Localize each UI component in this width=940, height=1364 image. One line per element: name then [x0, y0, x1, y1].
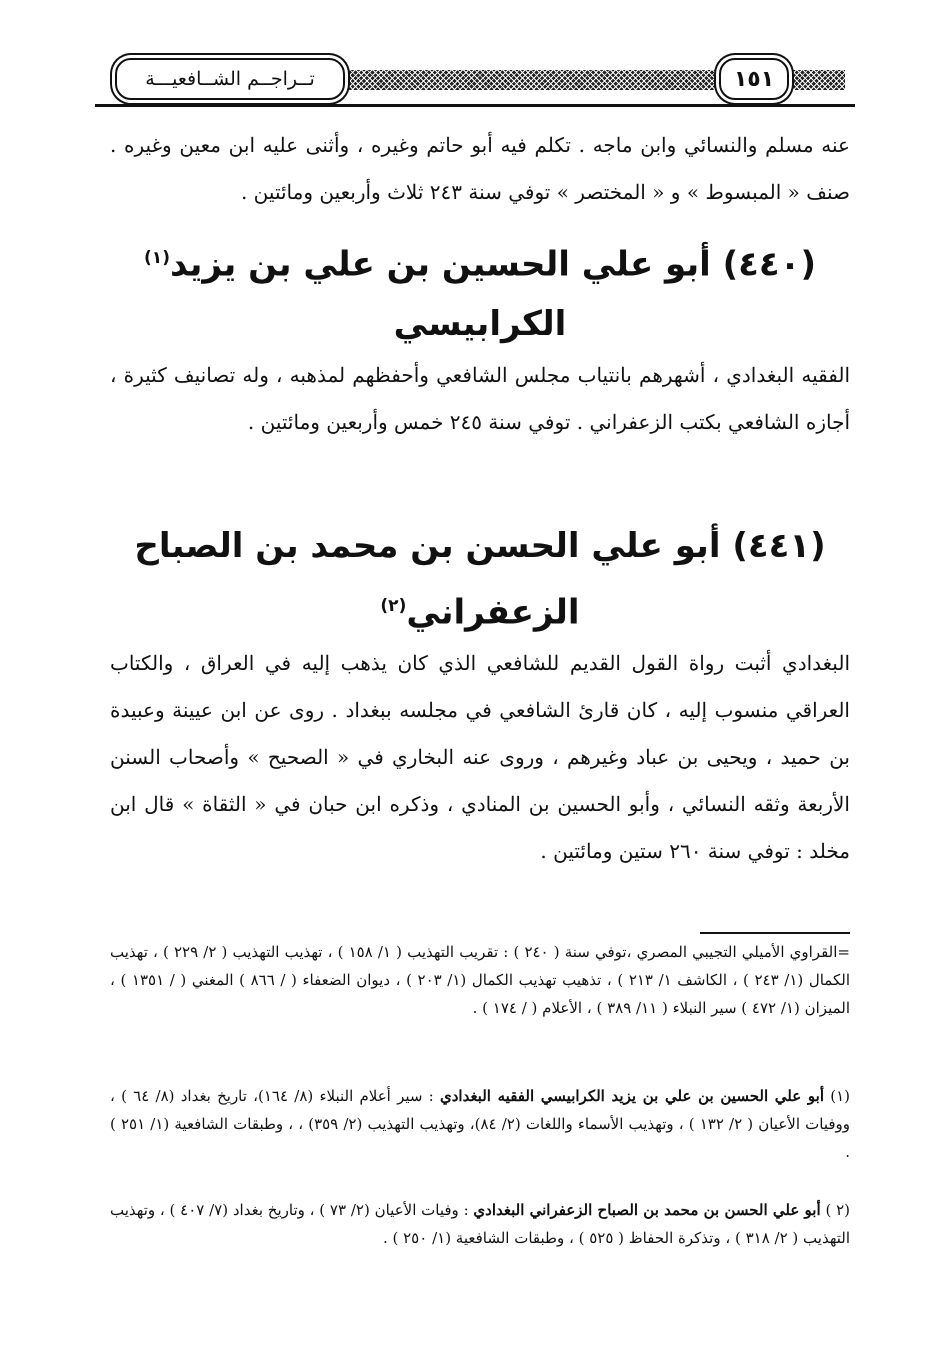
- footnote-separator: [700, 932, 850, 934]
- footnote-1: [110, 1082, 850, 1166]
- running-title: تــراجــم الشــافعيـــة: [115, 58, 345, 100]
- entry-441-name-line2: الزعفراني: [406, 592, 580, 633]
- running-header: [95, 52, 855, 108]
- intro-paragraph: عنه مسلم والنسائي وابن ماجه . تكلم فيه أبو حاتم وغيره ، وأثنى عليه ابن معين وغيره . صنف « المبسوط » و « المختصر » توفي سنة ٢٤٣ ثلاث وأربعين ومائتين .: [110, 133, 850, 204]
- footnote-continuation: =القراوي الأميلي التجيبي المصري ،توفي سنة ( ٢٤٠ ) : تقريب التهذيب ( ١/ ١٥٨ ) ، تهذيب التهذيب ( ٢/ ٢٢٩ ) ، تهذيب الكمال (١/ ٢٤٣ ) ، الكاشف ١/ ٢١٣ ) ، تذهيب تهذيب الكمال (١/ ٢٠٣ ) ، ديوان الضعفاء ( / ٨٦٦ ) المغني ( / ١٣٥١ ) ، الميزان (١/ ٤٧٢ ) سير النبلاء ( ١١/ ٣٨٩ ) ، الأعلام ( / ١٧٤ ) .: [110, 943, 850, 1017]
- entry-441-number: (٤٤١): [732, 526, 826, 566]
- header-rule: [95, 104, 855, 107]
- entry-440-name-line1: أبو علي الحسين بن علي بن يزيد: [169, 244, 711, 285]
- entry-440-text: الفقيه البغدادي ، أشهرهم بانتياب مجلس الشافعي وأحفظهم لمذهبه ، وله تصانيف كثيرة ، أجازه الشافعي بكتب الزعفراني . توفي سنة ٢٤٥ خمس وأربعين ومائتين .: [110, 363, 850, 434]
- footnote-2-text: : وفيات الأعيان (٢/ ٧٣ ) ، وتاريخ بغداد (٧/ ٤٠٧ ) ، وتهذيب التهذيب ( ٢/ ٣١٨ ) ، وتذكرة الحفاظ ( ٥٢٥ ) ، وطبقات الشافعية (١/ ٢٥٠ ) .: [110, 1201, 850, 1247]
- entry-441-text: البغدادي أثبت رواة القول القديم للشافعي الذي كان يذهب إليه في العراق ، والكتاب العراقي منسوب إليه ، كان قارئ الشافعي في مجلسه ببغداد . روى عن ابن عيينة وعبيدة بن حميد ، ويحيى بن عباد وغيرهم ، وروى عنه البخاري في « الصحيح » وأصحاب السنن الأربعة وثقه النسائي ، وأبو الحسين بن المنادي ، وذكره ابن حبان في « الثقاة » قال ابن مخلد : توفي سنة ٢٦٠ ستين ومائتين .: [110, 651, 850, 863]
- page-number: ١٥١: [719, 58, 789, 100]
- entry-441-name-line2-wrap: [110, 570, 850, 648]
- footnote-2-marker: (٢ ): [825, 1201, 851, 1219]
- entry-441-name-line1: أبو علي الحسن بن محمد بن الصباح: [134, 526, 721, 566]
- footnote-1-text: : سير أعلام النبلاء (٨/ ١٦٤)، تاريخ بغداد (٨/ ٦٤ ) ، ووفيات الأعيان ( ٢/ ١٣٢ ) ، وتهذيب الأسماء واللغات (٢/ ٨٤)، وتهذيب التهذيب (٢/ ٣٥٩) ، ، وطبقات الشافعية (١/ ٢٥١ ) .: [110, 1087, 851, 1161]
- footnote-2: [110, 1196, 850, 1252]
- entry-440-note-ref: (١): [144, 248, 170, 268]
- entry-441-note-ref: (٢): [380, 596, 407, 616]
- entry-440-number: (٤٤٠): [722, 244, 816, 285]
- footnote-2-lead: أبو علي الحسن بن محمد بن الصباح الزعفراني البغدادي: [473, 1201, 821, 1219]
- entry-440-name-line2: الكرابيسي: [393, 304, 567, 344]
- footnote-1-marker: (١): [830, 1087, 851, 1105]
- footnote-1-lead: أبو علي الحسين بن علي بن يزيد الكرابيسي الفقيه البغدادي: [439, 1087, 824, 1105]
